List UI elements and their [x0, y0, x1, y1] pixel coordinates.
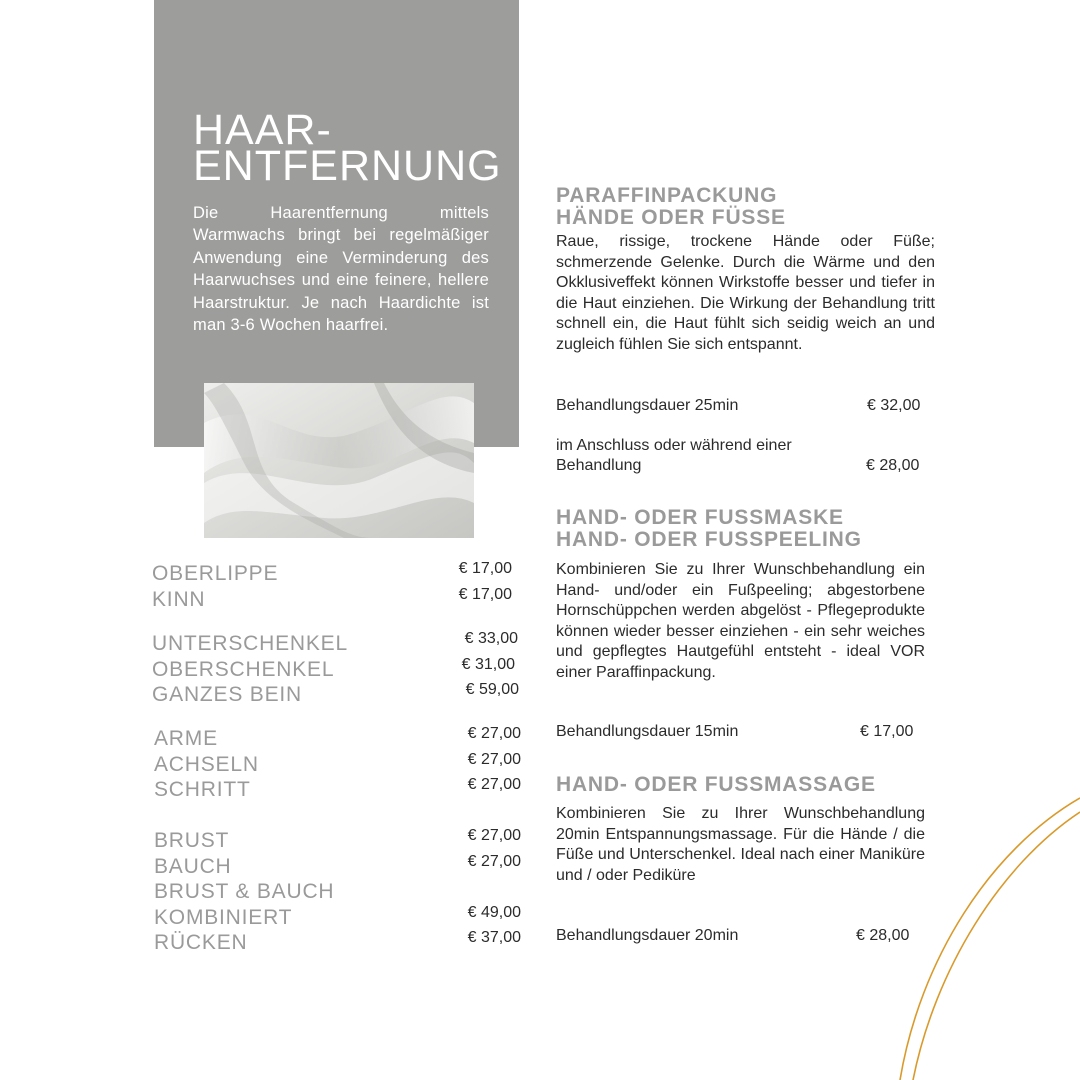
price-group-torso — [154, 828, 521, 956]
service-name: OBERLIPPE — [152, 562, 279, 585]
silk-fabric-image — [204, 383, 474, 538]
service-price: € 17,00 — [458, 560, 512, 577]
paraffin-addon-line2: Behandlung — [556, 457, 642, 474]
page-title: HAAR- ENTFERNUNG — [193, 106, 502, 190]
service-price: € 27,00 — [467, 725, 521, 742]
service-price: € 31,00 — [461, 655, 515, 673]
paraffin-heading: PARAFFINPACKUNG HÄNDE ODER FÜSSE — [556, 184, 786, 229]
service-price: € 49,00 — [467, 903, 521, 921]
price-row — [154, 777, 521, 803]
price-row — [154, 905, 521, 931]
massage-heading: HAND- ODER FUSSMASSAGE — [556, 773, 876, 796]
mask-duration: Behandlungsdauer 15min — [556, 723, 739, 740]
mask-heading: HAND- ODER FUSSMASKE HAND- ODER FUSSPEELING — [556, 506, 862, 551]
paraffin-description: Raue, rissige, trockene Hände oder Füße; schmerzende Gelenke. Durch die Wärme und den Okklusiveffekt können Wirkstoffe besser und tiefer in die Haut einziehen. Die Wirkung der Behandlung tritt schnell ein, die Haut fühlt sich seidig weich an und zugleich fühlen Sie sich entspannt. — [556, 233, 935, 353]
price-row — [154, 879, 521, 905]
price-group-legs — [152, 631, 524, 708]
paraffin-duration: Behandlungsdauer 25min — [556, 397, 739, 414]
service-name: RÜCKEN — [154, 931, 248, 954]
service-name: BAUCH — [154, 854, 232, 878]
massage-description: Kombinieren Sie zu Ihrer Wunschbehandlung 20min Entspannungsmassage. Für die Hände / die Füße und Unterschenkel. Ideal nach einer Maniküre und / oder Pediküre — [556, 805, 925, 884]
price-row — [154, 726, 521, 752]
service-name: SCHRITT — [154, 778, 251, 801]
paraffin-addon-price: € 28,00 — [866, 457, 920, 474]
service-name: BRUST & BAUCH — [154, 880, 335, 903]
paraffin-addon-line1: im Anschluss oder während einer — [556, 437, 792, 454]
price-row — [152, 587, 524, 613]
service-name: ACHSELN — [154, 752, 259, 776]
service-name: KOMBINIERT — [154, 905, 293, 929]
massage-price: € 28,00 — [856, 927, 910, 944]
price-row — [154, 854, 521, 880]
decorative-gold-arcs — [880, 780, 1080, 1080]
service-name: ARME — [154, 727, 218, 750]
price-group-face — [152, 561, 524, 612]
mask-price: € 17,00 — [860, 723, 914, 740]
price-row — [152, 682, 524, 708]
service-name: BRUST — [154, 829, 230, 852]
service-price: € 33,00 — [464, 630, 518, 647]
service-price: € 27,00 — [467, 750, 521, 768]
service-name: OBERSCHENKEL — [152, 657, 335, 681]
service-name: GANZES BEIN — [152, 683, 302, 706]
price-group-arms — [154, 726, 521, 803]
service-price: € 27,00 — [467, 852, 521, 870]
service-price: € 17,00 — [458, 585, 512, 603]
mask-description: Kombinieren Sie zu Ihrer Wunschbehandlung ein Hand- und/oder ein Fußpeeling; abgestorbene Hornschüppchen werden abgelöst - Pflegeprodukte können wieder besser einziehen - ein sehr weiches und gepflegtes Hautgefühl entsteht - ideal VOR einer Paraffinpackung. — [556, 561, 925, 681]
service-price: € 59,00 — [465, 681, 519, 698]
massage-duration: Behandlungsdauer 20min — [556, 927, 739, 944]
price-row — [154, 828, 521, 854]
service-name: KINN — [152, 587, 206, 611]
price-row — [154, 752, 521, 778]
hair-removal-intro: Die Haarentfernung mittels Warmwachs bringt bei regelmäßiger Anwendung eine Verminderung des Haarwuchses und eine feinere, hellere Haarstruktur. Je nach Haardichte ist man 3-6 Wochen haarfrei. — [193, 204, 489, 335]
price-row — [154, 930, 521, 956]
service-price: € 27,00 — [467, 827, 521, 844]
service-price: € 27,00 — [467, 776, 521, 793]
service-name: UNTERSCHENKEL — [152, 632, 348, 655]
service-price: € 37,00 — [467, 929, 521, 946]
paraffin-price: € 32,00 — [867, 397, 921, 414]
